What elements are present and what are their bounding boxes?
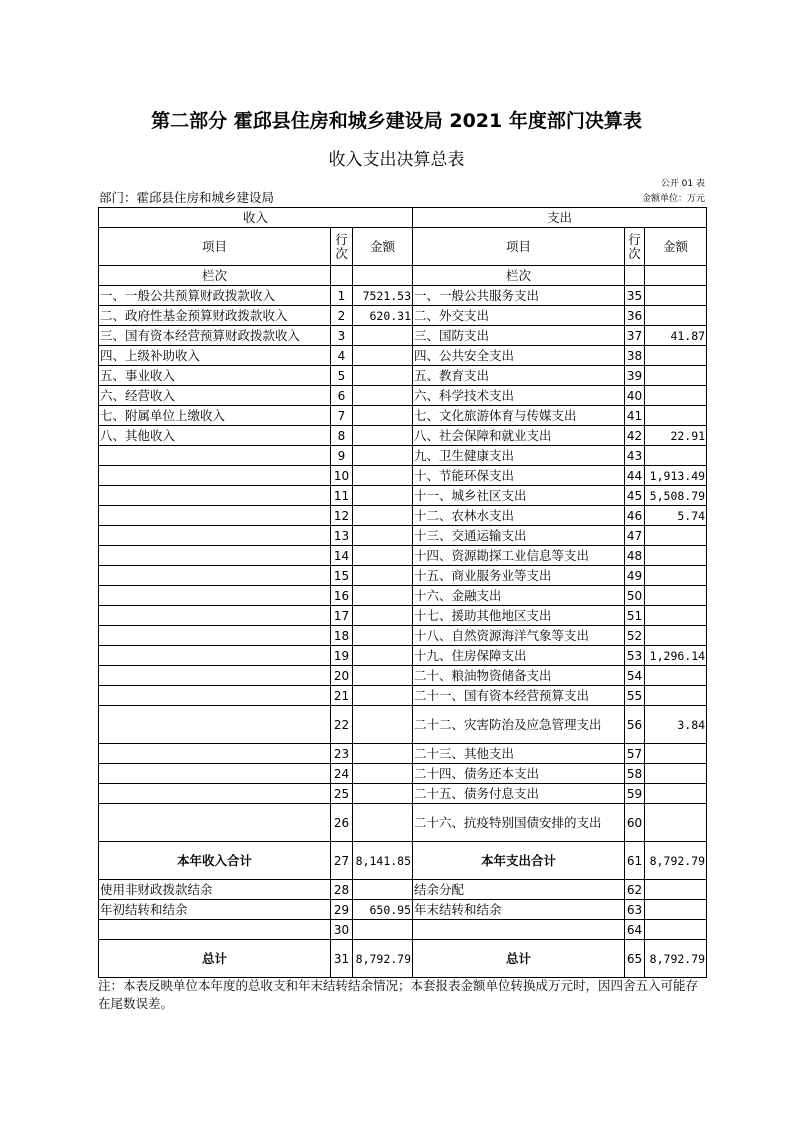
expense-amount-cell: 5.74 [645, 506, 707, 526]
expense-amount-cell [645, 386, 707, 406]
expense-item-cell: 十一、城乡社区支出 [413, 486, 625, 506]
income-line-cell: 16 [331, 586, 353, 606]
report-subtitle: 收入支出决算总表 [328, 150, 465, 170]
expense-amount-cell: 1,913.49 [645, 466, 707, 486]
income-amount-cell [353, 744, 413, 764]
income-amount-cell: 7521.53 [353, 286, 413, 306]
table-row [99, 626, 707, 646]
income-amount-cell [353, 880, 413, 900]
table-row [99, 686, 707, 706]
expense-amount-cell: 3.84 [645, 706, 707, 744]
table-row [99, 744, 707, 764]
expense-item-cell: 二十、粮油物资储备支出 [413, 666, 625, 686]
expense-section-header: 支出 [413, 208, 707, 228]
expense-item-cell: 二十四、债务还本支出 [413, 764, 625, 784]
income-line-cell: 31 [331, 940, 353, 978]
expense-amount-cell: 8,792.79 [645, 940, 707, 978]
income-amount-cell: 8,141.85 [353, 842, 413, 880]
expense-line-cell: 59 [625, 784, 645, 804]
income-amount-cell [353, 406, 413, 426]
table-row [99, 566, 707, 586]
expense-line-cell: 52 [625, 626, 645, 646]
income-line-cell: 9 [331, 446, 353, 466]
expense-item-cell: 十五、商业服务业等支出 [413, 566, 625, 586]
expense-line-cell: 58 [625, 764, 645, 784]
table-row [99, 804, 707, 842]
expense-item-cell: 十九、住房保障支出 [413, 646, 625, 666]
table-row [99, 764, 707, 784]
table-row [99, 546, 707, 566]
table-row [99, 784, 707, 804]
table-row [99, 386, 707, 406]
expense-line-cell: 57 [625, 744, 645, 764]
income-amount-cell [353, 506, 413, 526]
expense-item-cell: 二、外交支出 [413, 306, 625, 326]
table-row [99, 346, 707, 366]
income-amount-cell [353, 626, 413, 646]
income-item-cell: 一、一般公共预算财政拨款收入 [99, 286, 331, 306]
expense-item-header: 项目 [413, 228, 625, 266]
table-row [99, 880, 707, 900]
total-row [99, 842, 707, 880]
expense-item-cell: 十三、交通运输支出 [413, 526, 625, 546]
expense-item-cell: 十、节能环保支出 [413, 466, 625, 486]
income-section-header: 收入 [99, 208, 413, 228]
table-row [99, 526, 707, 546]
expense-item-cell: 二十五、债务付息支出 [413, 784, 625, 804]
income-line-cell: 25 [331, 784, 353, 804]
expense-item-cell: 十七、援助其他地区支出 [413, 606, 625, 626]
expense-line-cell: 51 [625, 606, 645, 626]
expense-line-cell: 60 [625, 804, 645, 842]
income-item-cell [99, 546, 331, 566]
expense-item-cell: 九、卫生健康支出 [413, 446, 625, 466]
income-amount-cell [353, 686, 413, 706]
income-item-cell: 四、上级补助收入 [99, 346, 331, 366]
income-item-cell [99, 606, 331, 626]
income-line-cell: 30 [331, 920, 353, 940]
income-line-cell: 5 [331, 366, 353, 386]
income-line-cell: 12 [331, 506, 353, 526]
income-amount-cell [353, 546, 413, 566]
table-row [99, 666, 707, 686]
amount-unit: 金额单位：万元 [641, 194, 705, 204]
department-label: 部门：霍邱县住房和城乡建设局 [99, 190, 275, 205]
income-line-cell: 24 [331, 764, 353, 784]
expense-item-cell: 三、国防支出 [413, 326, 625, 346]
income-line-cell: 27 [331, 842, 353, 880]
expense-amount-cell [645, 446, 707, 466]
income-amount-cell: 650.95 [353, 900, 413, 920]
table-row [99, 506, 707, 526]
income-item-cell: 二、政府性基金预算财政拨款收入 [99, 306, 331, 326]
income-line-cell: 1 [331, 286, 353, 306]
expense-line-cell: 53 [625, 646, 645, 666]
income-item-cell [99, 804, 331, 842]
income-expense-table [98, 207, 707, 978]
income-item-cell [99, 706, 331, 744]
income-column-index: 栏次 [99, 266, 331, 286]
income-item-cell: 五、事业收入 [99, 366, 331, 386]
expense-line-cell: 47 [625, 526, 645, 546]
income-amount-cell [353, 706, 413, 744]
income-item-cell [99, 466, 331, 486]
expense-line-cell: 65 [625, 940, 645, 978]
income-line-cell: 28 [331, 880, 353, 900]
table-row [99, 486, 707, 506]
expense-item-cell: 总计 [413, 940, 625, 978]
form-number: 公开 01 表 [660, 179, 705, 189]
income-amount-cell [353, 386, 413, 406]
expense-item-cell [413, 920, 625, 940]
income-line-cell: 29 [331, 900, 353, 920]
header-row-columns [99, 228, 707, 266]
expense-line-cell: 44 [625, 466, 645, 486]
expense-item-cell: 本年支出合计 [413, 842, 625, 880]
income-amount-header: 金额 [353, 228, 413, 266]
income-amount-cell [353, 646, 413, 666]
expense-item-cell: 四、公共安全支出 [413, 346, 625, 366]
income-amount-cell [353, 446, 413, 466]
expense-amount-cell: 1,296.14 [645, 646, 707, 666]
expense-line-cell: 55 [625, 686, 645, 706]
income-item-cell: 七、附属单位上缴收入 [99, 406, 331, 426]
table-row [99, 366, 707, 386]
expense-line-cell: 46 [625, 506, 645, 526]
expense-amount-cell [645, 566, 707, 586]
expense-line-cell: 43 [625, 446, 645, 466]
income-item-cell [99, 586, 331, 606]
table-row [99, 646, 707, 666]
expense-amount-cell [645, 586, 707, 606]
income-amount-cell [353, 426, 413, 446]
expense-item-cell: 一、一般公共服务支出 [413, 286, 625, 306]
header-row-sections [99, 208, 707, 228]
income-line-cell: 19 [331, 646, 353, 666]
report-title: 第二部分 霍邱县住房和城乡建设局 2021 年度部门决算表 [151, 110, 642, 132]
income-line-cell: 8 [331, 426, 353, 446]
expense-amount-cell [645, 286, 707, 306]
expense-amount-cell [645, 764, 707, 784]
expense-line-cell: 63 [625, 900, 645, 920]
expense-amount-cell [645, 406, 707, 426]
income-item-cell [99, 666, 331, 686]
expense-line-cell: 41 [625, 406, 645, 426]
table-row [99, 326, 707, 346]
income-item-cell: 六、经营收入 [99, 386, 331, 406]
income-amount-cell: 620.31 [353, 306, 413, 326]
income-line-header: 行次 [331, 228, 353, 266]
expense-amount-cell [645, 880, 707, 900]
expense-line-cell: 64 [625, 920, 645, 940]
income-item-cell: 年初结转和结余 [99, 900, 331, 920]
table-row [99, 306, 707, 326]
income-line-cell: 13 [331, 526, 353, 546]
income-amount-cell [353, 666, 413, 686]
expense-line-cell: 37 [625, 326, 645, 346]
income-amount-cell [353, 466, 413, 486]
expense-amount-cell [645, 526, 707, 546]
income-line-cell: 17 [331, 606, 353, 626]
expense-line-cell: 36 [625, 306, 645, 326]
expense-line-header: 行次 [625, 228, 645, 266]
expense-amount-cell: 41.87 [645, 326, 707, 346]
expense-item-cell: 十四、资源勘探工业信息等支出 [413, 546, 625, 566]
expense-line-cell: 35 [625, 286, 645, 306]
table-row [99, 920, 707, 940]
income-line-cell: 23 [331, 744, 353, 764]
expense-amount-cell [645, 306, 707, 326]
table-row [99, 900, 707, 920]
expense-item-cell: 六、科学技术支出 [413, 386, 625, 406]
income-item-cell [99, 646, 331, 666]
income-amount-cell [353, 486, 413, 506]
income-amount-cell [353, 920, 413, 940]
income-item-cell [99, 744, 331, 764]
expense-line-cell: 54 [625, 666, 645, 686]
income-amount-cell [353, 784, 413, 804]
expense-line-cell: 42 [625, 426, 645, 446]
expense-line-cell: 56 [625, 706, 645, 744]
income-item-cell [99, 526, 331, 546]
header-row-column-index [99, 266, 707, 286]
income-amount-cell [353, 764, 413, 784]
expense-line-cell: 38 [625, 346, 645, 366]
income-line-cell: 21 [331, 686, 353, 706]
income-amount-cell: 8,792.79 [353, 940, 413, 978]
expense-column-index: 栏次 [413, 266, 625, 286]
expense-line-cell: 48 [625, 546, 645, 566]
income-line-cell: 7 [331, 406, 353, 426]
income-item-cell: 三、国有资本经营预算财政拨款收入 [99, 326, 331, 346]
income-line-cell: 2 [331, 306, 353, 326]
expense-amount-cell: 22.91 [645, 426, 707, 446]
income-amount-cell [353, 606, 413, 626]
income-item-cell: 使用非财政拨款结余 [99, 880, 331, 900]
expense-line-cell: 50 [625, 586, 645, 606]
table-row [99, 606, 707, 626]
total-row [99, 940, 707, 978]
expense-amount-cell [645, 804, 707, 842]
expense-amount-cell: 5,508.79 [645, 486, 707, 506]
expense-item-cell: 二十三、其他支出 [413, 744, 625, 764]
income-line-cell: 15 [331, 566, 353, 586]
income-line-cell: 18 [331, 626, 353, 646]
expense-amount-cell [645, 366, 707, 386]
income-amount-cell [353, 804, 413, 842]
expense-amount-cell [645, 606, 707, 626]
expense-amount-cell [645, 346, 707, 366]
income-amount-cell [353, 366, 413, 386]
income-line-cell: 26 [331, 804, 353, 842]
income-item-cell [99, 686, 331, 706]
expense-amount-cell [645, 784, 707, 804]
income-item-cell [99, 920, 331, 940]
income-item-cell: 本年收入合计 [99, 842, 331, 880]
footnote: 注：本表反映单位本年度的总收支和年末结转结余情况；本套报表金额单位转换成万元时，因四舍五入可能存在尾数误差。 [98, 978, 699, 1011]
expense-amount-cell: 8,792.79 [645, 842, 707, 880]
income-line-cell: 14 [331, 546, 353, 566]
income-item-cell [99, 506, 331, 526]
expense-item-cell: 年末结转和结余 [413, 900, 625, 920]
expense-amount-cell [645, 920, 707, 940]
income-line-cell: 22 [331, 706, 353, 744]
table-row [99, 426, 707, 446]
expense-item-cell: 七、文化旅游体育与传媒支出 [413, 406, 625, 426]
expense-line-cell: 40 [625, 386, 645, 406]
income-line-cell: 20 [331, 666, 353, 686]
table-row [99, 286, 707, 306]
income-item-cell [99, 764, 331, 784]
table-row [99, 586, 707, 606]
income-line-cell: 10 [331, 466, 353, 486]
expense-item-cell: 十八、自然资源海洋气象等支出 [413, 626, 625, 646]
income-line-cell: 3 [331, 326, 353, 346]
expense-item-cell: 二十二、灾害防治及应急管理支出 [413, 706, 625, 744]
income-amount-cell [353, 566, 413, 586]
expense-amount-cell [645, 744, 707, 764]
expense-line-cell: 61 [625, 842, 645, 880]
expense-amount-cell [645, 666, 707, 686]
income-line-cell: 4 [331, 346, 353, 366]
income-item-cell [99, 486, 331, 506]
expense-item-cell: 十六、金融支出 [413, 586, 625, 606]
expense-item-cell: 八、社会保障和就业支出 [413, 426, 625, 446]
expense-amount-cell [645, 686, 707, 706]
expense-amount-header: 金额 [645, 228, 707, 266]
expense-line-cell: 49 [625, 566, 645, 586]
expense-item-cell: 十二、农林水支出 [413, 506, 625, 526]
income-line-cell: 11 [331, 486, 353, 506]
expense-item-cell: 二十六、抗疫特别国债安排的支出 [413, 804, 625, 842]
income-item-cell [99, 626, 331, 646]
expense-amount-cell [645, 626, 707, 646]
income-item-cell: 八、其他收入 [99, 426, 331, 446]
income-item-header: 项目 [99, 228, 331, 266]
expense-item-cell: 二十一、国有资本经营预算支出 [413, 686, 625, 706]
table-row [99, 406, 707, 426]
expense-line-cell: 45 [625, 486, 645, 506]
income-amount-cell [353, 526, 413, 546]
income-line-cell: 6 [331, 386, 353, 406]
table-row [99, 706, 707, 744]
income-item-cell: 总计 [99, 940, 331, 978]
income-amount-cell [353, 346, 413, 366]
expense-amount-cell [645, 900, 707, 920]
expense-line-cell: 39 [625, 366, 645, 386]
income-item-cell [99, 784, 331, 804]
table-row [99, 466, 707, 486]
expense-amount-cell [645, 546, 707, 566]
expense-item-cell: 结余分配 [413, 880, 625, 900]
income-item-cell [99, 446, 331, 466]
expense-item-cell: 五、教育支出 [413, 366, 625, 386]
expense-line-cell: 62 [625, 880, 645, 900]
income-item-cell [99, 566, 331, 586]
income-amount-cell [353, 586, 413, 606]
table-row [99, 446, 707, 466]
income-amount-cell [353, 326, 413, 346]
